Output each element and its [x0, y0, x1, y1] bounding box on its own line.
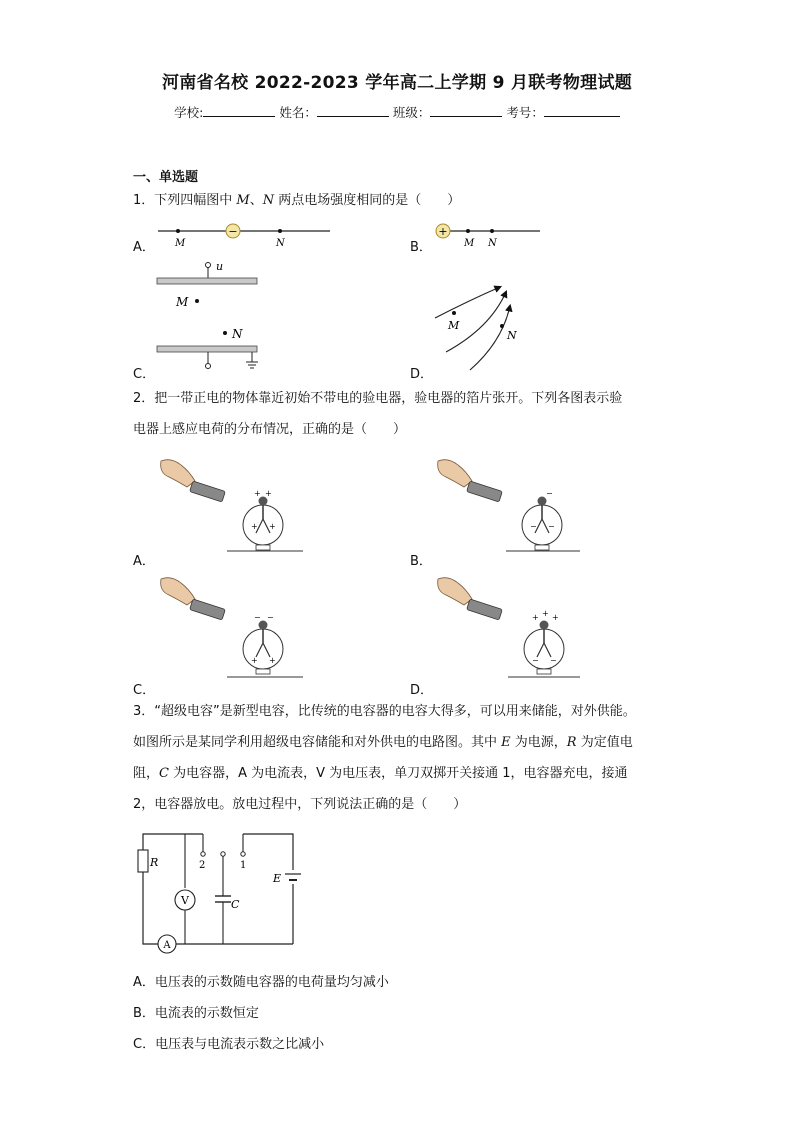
q1-option-d-label[interactable]: D． — [410, 367, 434, 382]
school-blank[interactable] — [203, 104, 275, 117]
electroscope — [227, 489, 303, 551]
charge-sign: − — [530, 522, 537, 531]
label-n: N — [488, 238, 497, 248]
q1-option-d-figure — [430, 282, 530, 377]
student-info-line — [0, 103, 794, 121]
point-n — [223, 331, 227, 335]
label-1: 1 — [240, 860, 247, 871]
charge-sign: + — [542, 609, 549, 618]
electroscope-base — [256, 545, 270, 550]
q3-var-c: C — [159, 766, 169, 781]
hand-with-rod — [161, 578, 226, 620]
electroscope — [506, 489, 580, 551]
point-n — [500, 324, 504, 328]
label-m: M — [175, 238, 186, 248]
charge-sign: − — [546, 489, 553, 498]
field-line-1 — [435, 287, 500, 318]
q1-text-a: 下列四幅图中 — [154, 193, 237, 208]
q1-number: 1． — [133, 193, 155, 208]
q2-option-c-label[interactable]: C． — [133, 683, 156, 698]
terminal-icon — [206, 263, 211, 268]
label-n: N — [276, 238, 285, 248]
charge-sign: + — [251, 522, 258, 531]
name-blank[interactable] — [317, 104, 389, 117]
number-label: 考号： — [506, 105, 544, 120]
charge-sign: − — [550, 656, 557, 665]
label-c: C — [231, 898, 240, 911]
point-m — [176, 229, 180, 233]
point-n — [490, 229, 494, 233]
q1-var-n: N — [262, 193, 275, 208]
label-u: u — [216, 260, 224, 273]
question-1-stem — [133, 185, 460, 216]
label-v: V — [181, 894, 189, 907]
q3-line-2-b: 为电源， — [510, 735, 567, 750]
label-2: 2 — [199, 860, 206, 871]
name-label: 姓名： — [279, 105, 317, 120]
label-m: M — [448, 319, 460, 332]
q3-option-a[interactable]: A．电压表的示数随电容器的电荷量均匀减小 — [133, 975, 389, 990]
q3-line-3 — [133, 758, 636, 789]
charged-rod — [190, 481, 226, 502]
q1-option-b-label[interactable]: B． — [410, 240, 432, 255]
switch-pivot[interactable] — [221, 852, 225, 856]
point-n — [278, 229, 282, 233]
electroscope-base — [256, 669, 270, 674]
q3-line-3-b: 为电容器，A 为电流表，V 为电压表，单刀双掷开关接通 1，电容器充电，接通 — [168, 766, 628, 781]
q1-option-b-figure — [430, 218, 545, 248]
q3-line-2-c: 为定值电 — [576, 735, 633, 750]
label-m: M — [464, 238, 475, 248]
wire-right — [243, 834, 293, 944]
hand-icon — [161, 460, 195, 487]
electroscope — [227, 613, 303, 677]
section-title: 一、单选题 — [133, 170, 199, 185]
q2-option-b-figure — [432, 455, 582, 560]
q2-option-a-label[interactable]: A． — [133, 554, 155, 569]
plus-sign: + — [438, 225, 448, 238]
label-m: M — [176, 295, 189, 309]
q3-var-e: E — [501, 735, 511, 750]
point-m — [195, 299, 199, 303]
q2-option-d-figure — [432, 573, 582, 685]
label-r: R — [150, 856, 159, 869]
hand-with-rod — [438, 578, 503, 620]
q3-line-3-a: 阻， — [133, 766, 160, 781]
q2-line-1: 2．把一带正电的物体靠近初始不带电的验电器，验电器的箔片张开。下列各图表示验 — [133, 391, 623, 406]
electroscope-knob — [540, 621, 549, 630]
q1-option-c-label[interactable]: C． — [133, 367, 156, 382]
q2-line-2: 电器上感应电荷的分布情况，正确的是（ ） — [133, 422, 407, 437]
q3-circuit-diagram — [133, 830, 303, 954]
resistor-icon — [138, 850, 148, 872]
charge-sign: + — [552, 613, 559, 622]
point-m — [466, 229, 470, 233]
lower-plate — [157, 346, 257, 352]
label-e: E — [273, 872, 282, 885]
electroscope-base — [537, 669, 551, 674]
switch-contact-2 — [201, 852, 205, 856]
point-m — [452, 311, 456, 315]
hand-icon — [438, 578, 472, 605]
label-a: A — [163, 940, 171, 951]
q3-options — [133, 967, 389, 1060]
hand-icon — [438, 460, 472, 487]
charge-sign: + — [265, 489, 272, 498]
number-blank[interactable] — [544, 104, 620, 117]
label-n: N — [507, 329, 517, 342]
exam-title: 河南省名校 2022-2023 学年高二上学期 9 月联考物理试题 — [161, 73, 633, 93]
charge-sign: − — [548, 522, 555, 531]
charged-rod — [467, 599, 503, 620]
q1-var-m: M — [236, 193, 250, 208]
charge-sign: + — [532, 613, 539, 622]
q2-option-c-figure — [155, 573, 305, 685]
charge-sign: + — [269, 656, 276, 665]
charged-rod — [467, 481, 503, 502]
charge-sign: − — [254, 613, 261, 622]
hand-with-rod — [438, 460, 503, 502]
q1-sep: 、 — [249, 193, 263, 208]
charge-sign: − — [532, 656, 539, 665]
q1-option-a-label[interactable]: A． — [133, 240, 155, 255]
q3-line-1: 3．“超级电容”是新型电容，比传统的电容器的电容大得多，可以用来储能，对外供能。 — [133, 704, 636, 719]
hand-icon — [161, 578, 195, 605]
q1-option-c-figure — [150, 258, 270, 376]
q3-line-4: 2，电容器放电。放电过程中，下列说法正确的是（ ） — [133, 797, 467, 812]
wire-left — [143, 834, 206, 944]
charged-rod — [190, 599, 226, 620]
class-blank[interactable] — [430, 104, 502, 117]
school-label: 学校: — [174, 105, 204, 120]
class-label: 班级： — [392, 105, 431, 120]
label-n: N — [232, 327, 243, 341]
charge-sign: + — [269, 522, 276, 531]
charge-sign: − — [267, 613, 274, 622]
q1-option-a-figure — [155, 218, 335, 248]
charge-sign: + — [251, 656, 258, 665]
q2-option-a-figure — [155, 455, 305, 560]
question-3-stem — [133, 696, 636, 820]
terminal-icon — [206, 364, 211, 369]
switch-contact-1 — [241, 852, 245, 856]
upper-plate — [157, 278, 257, 284]
electroscope-base — [535, 545, 549, 550]
q2-option-d-label[interactable]: D． — [410, 683, 434, 698]
field-line-3 — [470, 306, 510, 370]
question-2-stem — [133, 383, 622, 445]
q3-line-2 — [133, 727, 636, 758]
q3-option-b[interactable]: B．电流表的示数恒定 — [133, 1006, 259, 1021]
charge-sign: + — [254, 489, 261, 498]
q3-line-2-a: 如图所示是某同学利用超级电容储能和对外供电的电路图。其中 — [133, 735, 502, 750]
hand-with-rod — [161, 460, 226, 502]
electroscope — [508, 609, 580, 677]
q3-var-r: R — [566, 735, 577, 750]
battery-gap — [287, 870, 299, 884]
q1-text-b: 两点电场强度相同的是（ ） — [274, 193, 461, 208]
q2-option-b-label[interactable]: B． — [410, 554, 432, 569]
minus-sign: − — [228, 225, 238, 238]
q3-option-c[interactable]: C．电压表与电流表示数之比减小 — [133, 1037, 325, 1052]
